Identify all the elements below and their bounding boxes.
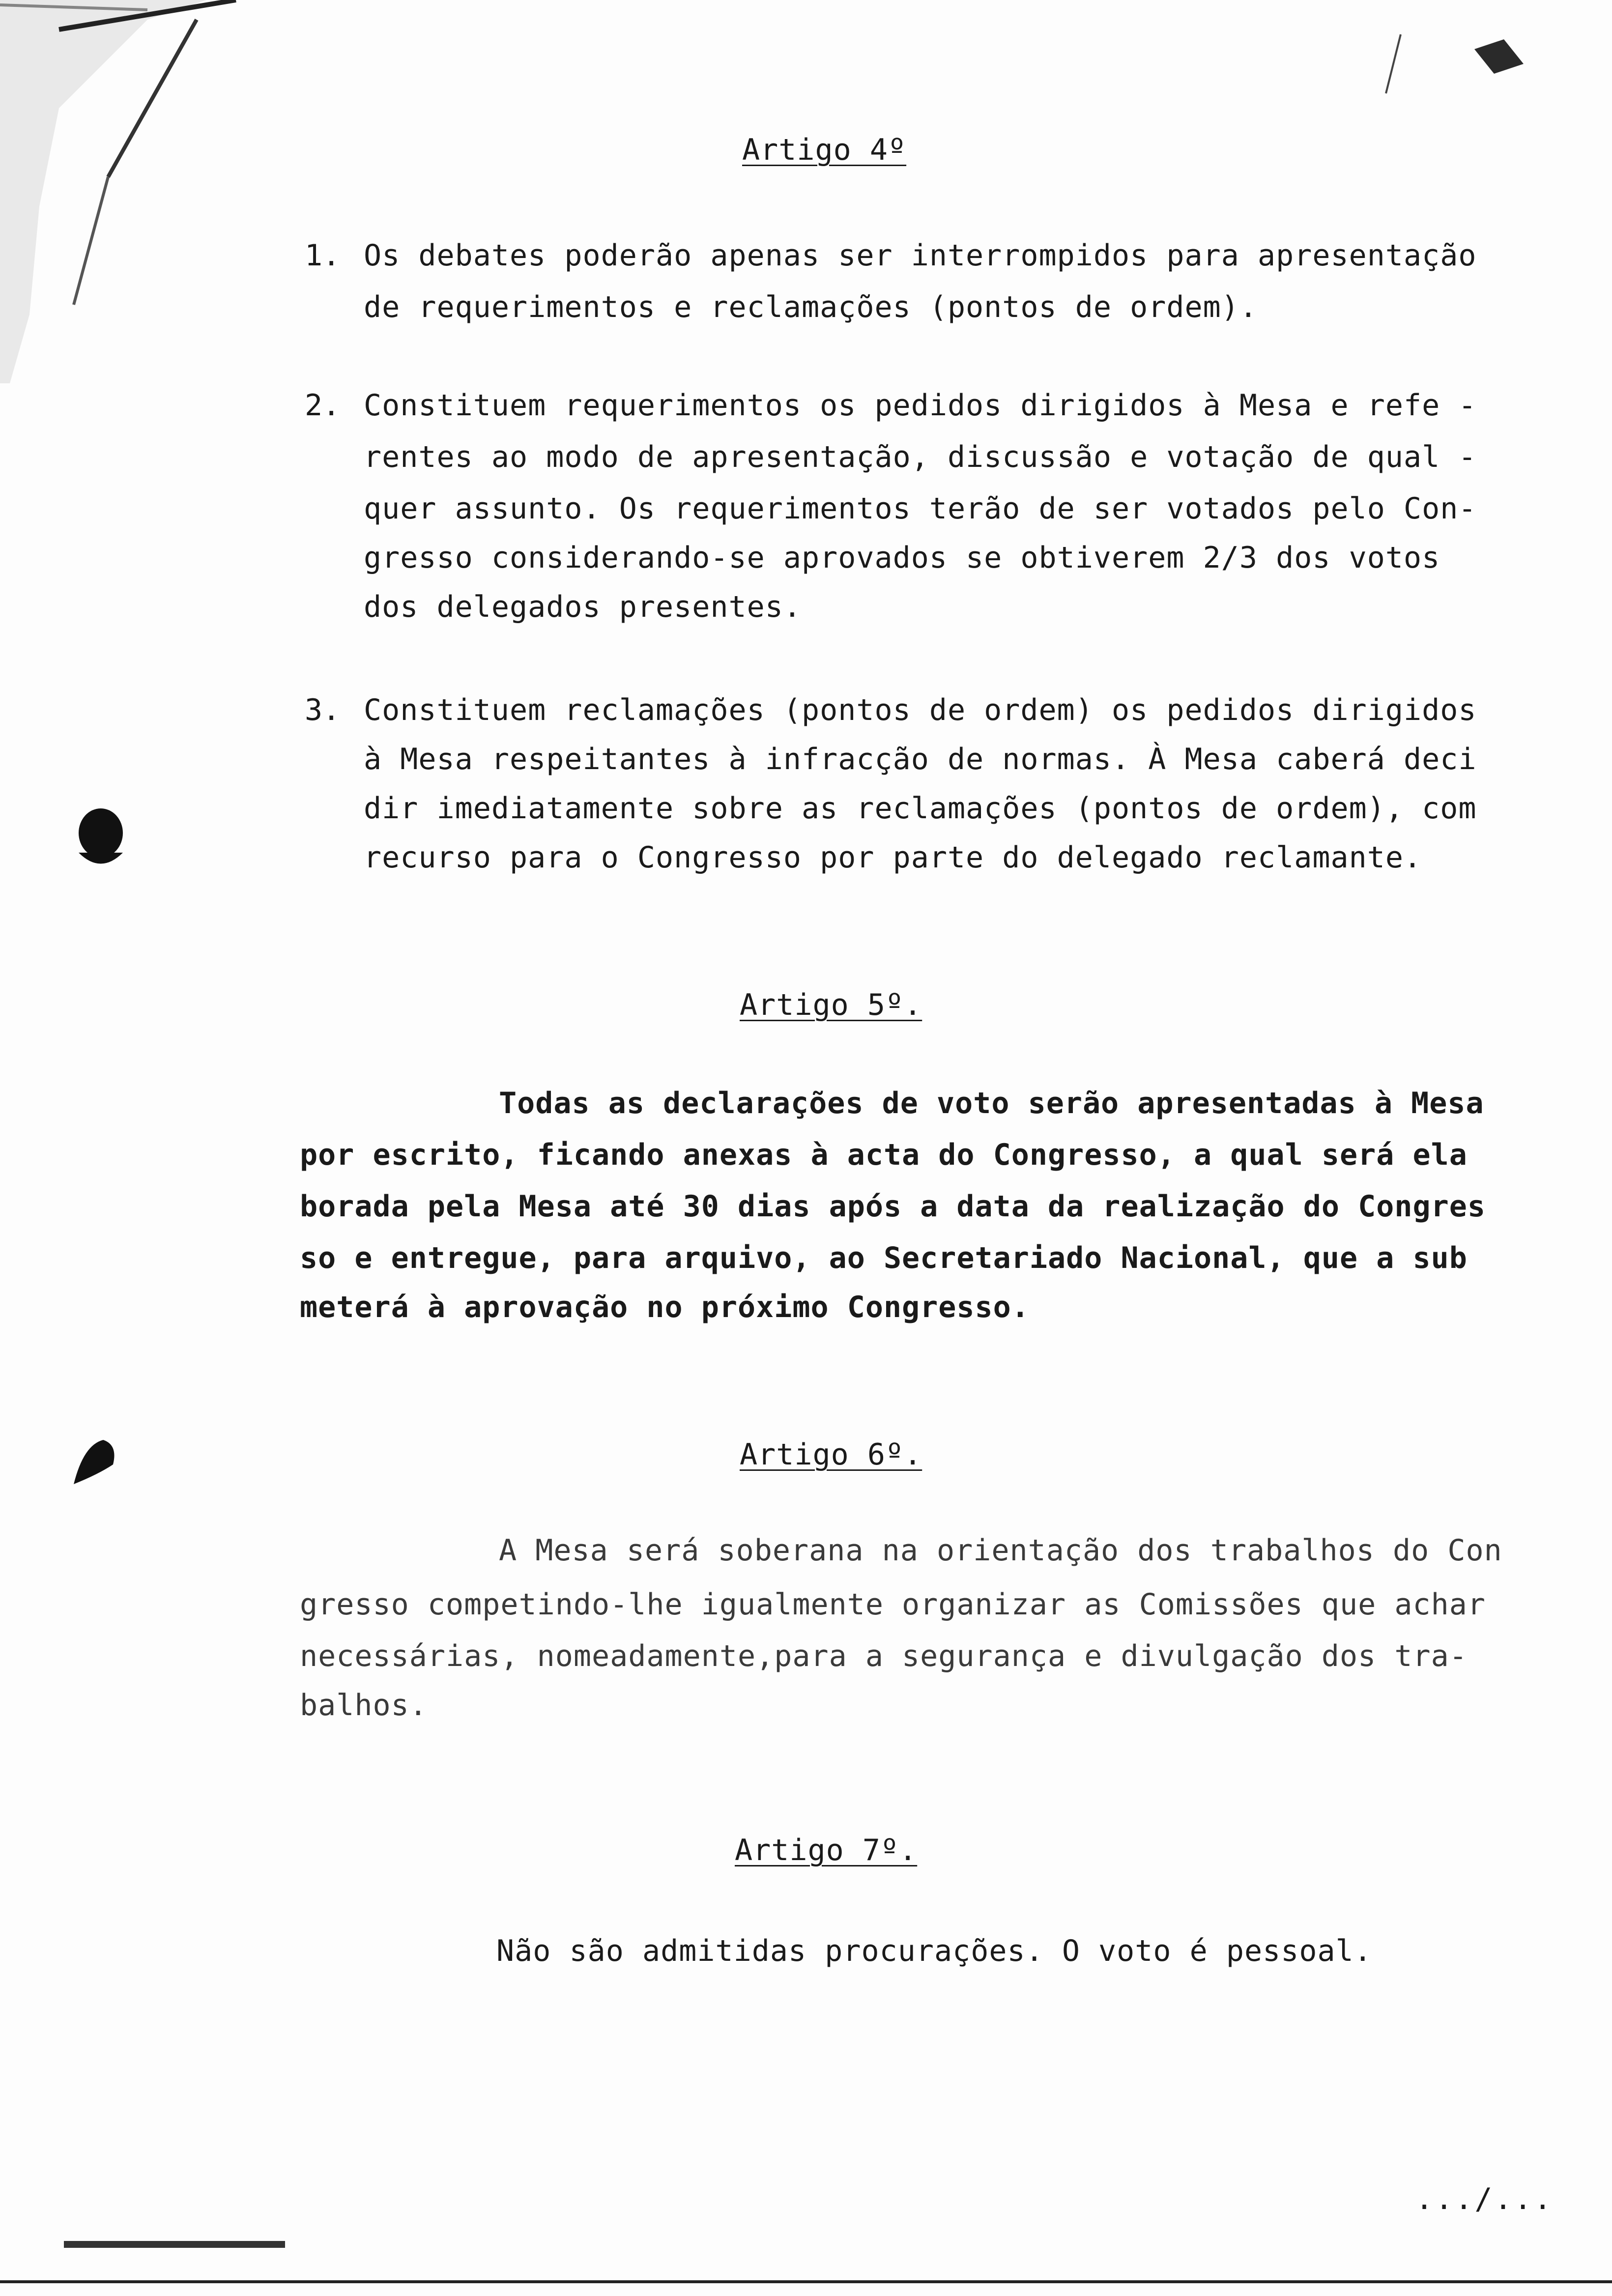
item-2-line: rentes ao modo de apresentação, discussão e votação de qual -	[364, 440, 1477, 474]
item-3-line: à Mesa respeitantes à infracção de normas. À Mesa caberá deci	[364, 742, 1477, 776]
scan-line-bottom-left	[64, 2241, 285, 2248]
artigo-5-heading: Artigo 5º.	[740, 988, 922, 1022]
page-continuation-mark: .../...	[1415, 2182, 1554, 2216]
item-2-line: dos delegados presentes.	[364, 590, 802, 624]
item-2-line: quer assunto. Os requerimentos terão de ser votados pelo Con-	[364, 491, 1477, 526]
item-2-line: Constituem requerimentos os pedidos dirigidos à Mesa e refe -	[364, 388, 1477, 423]
item-3-line: Constituem reclamações (pontos de ordem) os pedidos dirigidos	[364, 693, 1477, 727]
artigo-5-line: Todas as declarações de voto serão apresentadas à Mesa	[499, 1086, 1484, 1120]
page-bottom-edge	[0, 2280, 1612, 2283]
artigo-6-line: balhos.	[300, 1688, 428, 1722]
hole-punch-mark-1	[74, 806, 128, 875]
artigo-5-line: so e entregue, para arquivo, ao Secretariado Nacional, que a sub	[300, 1241, 1468, 1275]
scan-mark-top-right	[1465, 29, 1543, 98]
scan-corner-artifact	[0, 0, 275, 393]
artigo-7-heading: Artigo 7º.	[735, 1833, 918, 1867]
item-3-line: dir imediatamente sobre as reclamações (pontos de ordem), com	[364, 791, 1477, 826]
item-2-number: 2.	[305, 388, 341, 423]
item-1-number: 1.	[305, 238, 341, 273]
artigo-5-line: por escrito, ficando anexas à acta do Congresso, a qual será ela	[300, 1138, 1468, 1172]
item-1-line: de requerimentos e reclamações (pontos de ordem).	[364, 290, 1258, 324]
item-3-line: recurso para o Congresso por parte do delegado reclamante.	[364, 840, 1422, 875]
scan-mark-top-right-2	[1376, 29, 1415, 98]
artigo-6-line: necessárias, nomeadamente,para a segurança e divulgação dos tra-	[300, 1639, 1468, 1673]
item-3-number: 3.	[305, 693, 341, 727]
artigo-6-line: A Mesa será soberana na orientação dos trabalhos do Con	[499, 1533, 1502, 1568]
artigo-5-line: borada pela Mesa até 30 dias após a data da realização do Congres	[300, 1189, 1486, 1224]
artigo-6-heading: Artigo 6º.	[740, 1437, 922, 1472]
item-2-line: gresso considerando-se aprovados se obtiverem 2/3 dos votos	[364, 541, 1440, 575]
item-1-line: Os debates poderão apenas ser interrompidos para apresentação	[364, 238, 1477, 273]
artigo-6-line: gresso competindo-lhe igualmente organizar as Comissões que achar	[300, 1587, 1486, 1622]
hole-punch-mark-2	[64, 1425, 123, 1494]
artigo-4-heading: Artigo 4º	[742, 133, 907, 167]
artigo-7-line: Não são admitidas procurações. O voto é pessoal.	[496, 1934, 1372, 1968]
artigo-5-line: meterá à aprovação no próximo Congresso.	[300, 1290, 1030, 1324]
